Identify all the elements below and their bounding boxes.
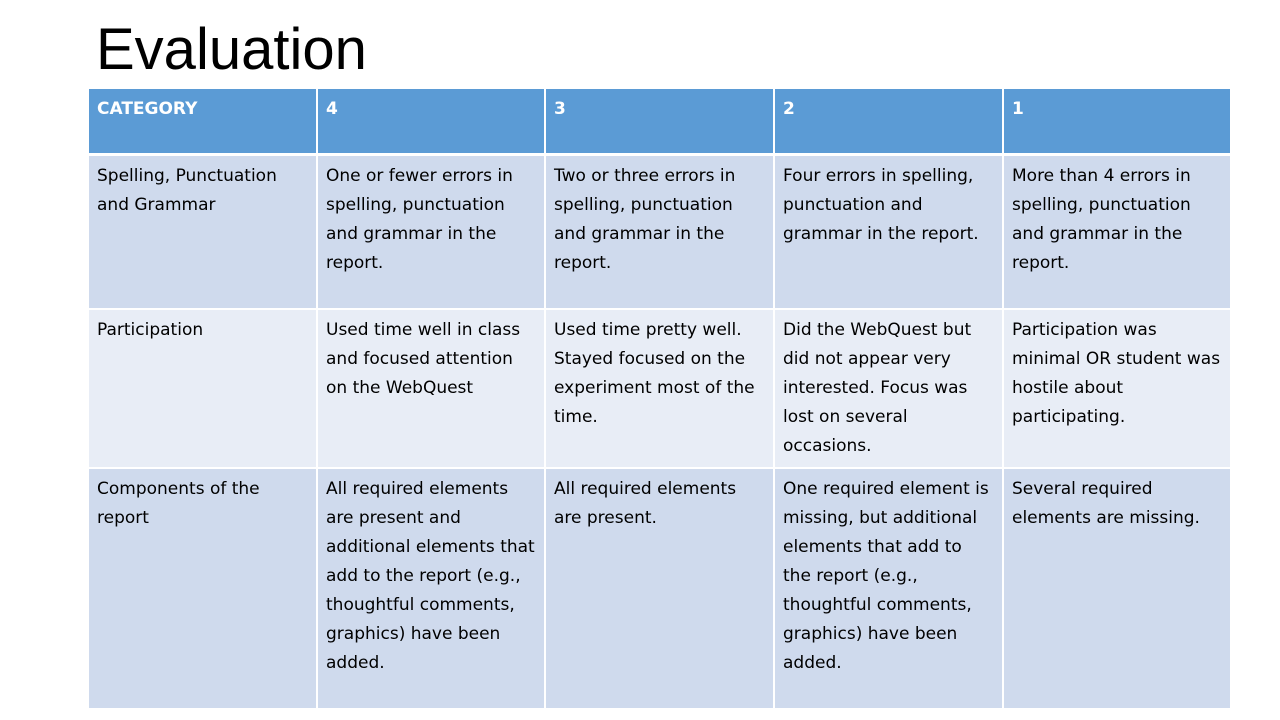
header-score-2: 2	[774, 88, 1003, 155]
table-row	[88, 468, 1231, 709]
criteria-cell: More than 4 errors in spelling, punctuation and grammar in the report.	[1003, 155, 1231, 310]
header-score-1: 1	[1003, 88, 1231, 155]
header-score-3: 3	[545, 88, 774, 155]
table-row	[88, 155, 1231, 310]
criteria-cell: One or fewer errors in spelling, punctuation and grammar in the report.	[317, 155, 545, 310]
criteria-cell: Participation was minimal OR student was hostile about participating.	[1003, 309, 1231, 468]
criteria-cell: Did the WebQuest but did not appear very interested. Focus was lost on several occasions.	[774, 309, 1003, 468]
criteria-cell: Used time well in class and focused attention on the WebQuest	[317, 309, 545, 468]
header-category: CATEGORY	[88, 88, 317, 155]
page-title: Evaluation	[96, 17, 367, 82]
header-score-4: 4	[317, 88, 545, 155]
table-row	[88, 309, 1231, 468]
category-cell: Components of the report	[88, 468, 317, 709]
criteria-cell: Four errors in spelling, punctuation and grammar in the report.	[774, 155, 1003, 310]
criteria-cell: Several required elements are missing.	[1003, 468, 1231, 709]
category-cell: Participation	[88, 309, 317, 468]
table-header-row	[88, 88, 1231, 155]
criteria-cell: Used time pretty well. Stayed focused on the experiment most of the time.	[545, 309, 774, 468]
criteria-cell: One required element is missing, but additional elements that add to the report (e.g., thoughtful comments, graphics) have been added.	[774, 468, 1003, 709]
category-cell: Spelling, Punctuation and Grammar	[88, 155, 317, 310]
criteria-cell: All required elements are present and additional elements that add to the report (e.g., thoughtful comments, graphics) have been added.	[317, 468, 545, 709]
criteria-cell: Two or three errors in spelling, punctuation and grammar in the report.	[545, 155, 774, 310]
rubric-table	[87, 87, 1232, 710]
criteria-cell: All required elements are present.	[545, 468, 774, 709]
